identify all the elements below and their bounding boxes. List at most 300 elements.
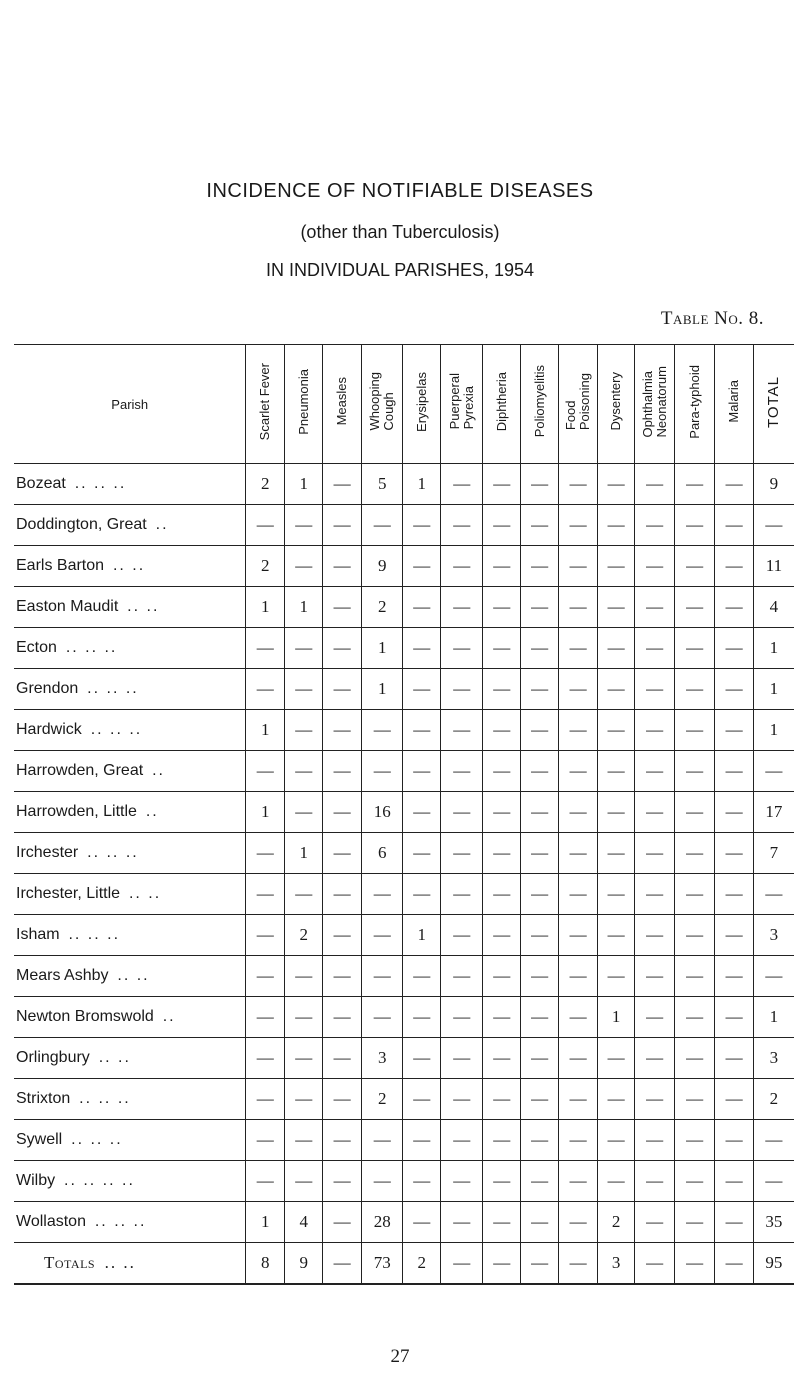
dot-leader: .. .. .. (79, 1090, 131, 1107)
column-header-label: Erysipelas (413, 371, 429, 432)
count-cell: — (483, 1120, 520, 1161)
dot-leader: .. (155, 516, 169, 533)
parish-name: Easton Maudit (16, 598, 119, 615)
table-body (14, 464, 794, 1285)
count-cell: — (403, 751, 440, 792)
count-cell: — (715, 1079, 753, 1120)
count-cell: 5 (361, 464, 403, 505)
count-cell: — (715, 751, 753, 792)
count-cell: — (403, 874, 440, 915)
count-cell: — (520, 874, 558, 915)
column-header-malaria (715, 345, 753, 464)
parish-name: Harrowden, Little (16, 803, 137, 820)
count-cell: — (323, 956, 361, 997)
count-cell: — (674, 1202, 715, 1243)
count-cell: — (635, 1202, 675, 1243)
parish-name-cell (14, 628, 246, 669)
count-cell: — (520, 464, 558, 505)
count-cell: — (559, 505, 597, 546)
count-cell: — (323, 546, 361, 587)
column-header-label: Poliomyelitis (531, 365, 547, 438)
count-cell: — (520, 669, 558, 710)
count-cell: — (246, 1120, 284, 1161)
column-header-ophthalmia-neonatorum (635, 345, 675, 464)
count-cell: — (674, 915, 715, 956)
parish-name: Bozeat (16, 475, 66, 492)
count-cell: — (483, 505, 520, 546)
count-cell: — (440, 1038, 483, 1079)
parish-name: Newton Bromswold (16, 1008, 154, 1025)
table-row (14, 587, 794, 628)
column-header-label: Pneumonia (295, 368, 311, 435)
count-cell: — (559, 751, 597, 792)
dot-leader: .. (145, 803, 159, 820)
dot-leader: .. .. (128, 885, 162, 902)
count-cell: — (559, 833, 597, 874)
count-cell: — (715, 833, 753, 874)
count-cell: — (483, 1161, 520, 1202)
count-cell: — (520, 628, 558, 669)
parish-name: Hardwick (16, 721, 82, 738)
count-cell: — (559, 628, 597, 669)
count-cell: 28 (361, 1202, 403, 1243)
count-cell: — (597, 1120, 634, 1161)
column-header-label: Dysentery (608, 372, 624, 431)
count-cell: — (361, 505, 403, 546)
page-subtitle-year: IN INDIVIDUAL PARISHES, 1954 (265, 260, 535, 280)
count-cell: — (440, 669, 483, 710)
table-row (14, 874, 794, 915)
parish-name-cell (14, 1079, 246, 1120)
dot-leader: .. .. .. (68, 926, 121, 943)
count-cell: — (559, 710, 597, 751)
count-cell: — (635, 1120, 675, 1161)
row-total-cell: — (753, 874, 794, 915)
table-row (14, 546, 794, 587)
count-cell: — (284, 628, 322, 669)
count-cell: 2 (403, 1243, 440, 1285)
count-cell: — (284, 505, 322, 546)
count-cell: — (674, 669, 715, 710)
count-cell: — (440, 874, 483, 915)
count-cell: — (520, 1120, 558, 1161)
column-header-dysentery (597, 345, 634, 464)
table-row (14, 669, 794, 710)
table-row (14, 505, 794, 546)
dot-leader: .. .. .. (71, 1131, 123, 1148)
count-cell: — (715, 669, 753, 710)
count-cell: — (674, 710, 715, 751)
count-cell: — (403, 505, 440, 546)
row-total-cell: 3 (753, 915, 794, 956)
parish-name-cell (14, 1202, 246, 1243)
count-cell: — (440, 1161, 483, 1202)
count-cell: — (674, 1120, 715, 1161)
count-cell: — (559, 1038, 597, 1079)
count-cell: — (284, 874, 322, 915)
count-cell: — (715, 956, 753, 997)
count-cell: — (559, 464, 597, 505)
row-total-cell: 35 (753, 1202, 794, 1243)
column-header-whooping-cough (361, 345, 403, 464)
count-cell: 2 (597, 1202, 634, 1243)
parish-name: Wollaston (16, 1213, 86, 1230)
count-cell: — (483, 956, 520, 997)
count-cell: — (635, 587, 675, 628)
parish-name: Irchester (16, 844, 79, 861)
parish-name: Irchester, Little (16, 885, 121, 902)
totals-label-cell (14, 1243, 246, 1285)
count-cell: — (559, 669, 597, 710)
count-cell: 8 (246, 1243, 284, 1285)
parish-name-cell (14, 751, 246, 792)
dot-leader: .. (162, 1008, 176, 1025)
column-header-label: Food Poisoning (563, 372, 593, 431)
column-header-measles (323, 345, 361, 464)
count-cell: — (440, 710, 483, 751)
count-cell: — (284, 669, 322, 710)
count-cell: — (715, 710, 753, 751)
count-cell: — (559, 874, 597, 915)
dot-leader: .. .. .. .. (64, 1172, 135, 1189)
count-cell: — (635, 628, 675, 669)
table-row (14, 1202, 794, 1243)
count-cell: — (440, 1202, 483, 1243)
table-row (14, 464, 794, 505)
dot-leader: .. .. .. (94, 1213, 147, 1230)
count-cell: — (246, 833, 284, 874)
count-cell: — (597, 833, 634, 874)
count-cell: — (483, 792, 520, 833)
column-header-poliomyelitis (520, 345, 558, 464)
count-cell: — (520, 833, 558, 874)
count-cell: — (674, 792, 715, 833)
count-cell: — (520, 1079, 558, 1120)
count-cell: — (559, 1202, 597, 1243)
parish-name: Ecton (16, 639, 57, 656)
count-cell: — (483, 464, 520, 505)
dot-leader: .. .. (117, 967, 150, 984)
count-cell: — (559, 587, 597, 628)
count-cell: — (597, 874, 634, 915)
parish-name-cell (14, 505, 246, 546)
count-cell: — (715, 587, 753, 628)
count-cell: — (559, 546, 597, 587)
count-cell: — (597, 464, 634, 505)
count-cell: 16 (361, 792, 403, 833)
parish-name: Grendon (16, 680, 79, 697)
count-cell: — (715, 1243, 753, 1285)
parish-name-cell (14, 915, 246, 956)
count-cell: — (674, 1161, 715, 1202)
column-header-puerperal-pyrexia (440, 345, 483, 464)
count-cell: 1 (361, 628, 403, 669)
count-cell: 1 (403, 915, 440, 956)
parish-name-cell (14, 669, 246, 710)
count-cell: — (284, 710, 322, 751)
count-cell: — (246, 997, 284, 1038)
page-title: INCIDENCE OF NOTIFIABLE DISEASES (206, 180, 594, 202)
count-cell: — (403, 1079, 440, 1120)
table-number-label: Table No. 8. (660, 308, 764, 329)
parish-name-cell (14, 997, 246, 1038)
column-header-scarlet-fever (246, 345, 284, 464)
count-cell: — (635, 1079, 675, 1120)
count-cell: — (597, 669, 634, 710)
column-header-total (753, 345, 794, 464)
count-cell: — (674, 1038, 715, 1079)
count-cell: — (559, 792, 597, 833)
column-header-erysipelas (403, 345, 440, 464)
count-cell: — (246, 1161, 284, 1202)
parish-name-cell (14, 1038, 246, 1079)
count-cell: — (323, 1202, 361, 1243)
count-cell: — (403, 997, 440, 1038)
count-cell: — (246, 956, 284, 997)
count-cell: — (483, 669, 520, 710)
count-cell: — (483, 833, 520, 874)
count-cell: — (246, 669, 284, 710)
count-cell: — (403, 1038, 440, 1079)
dot-leader: .. .. .. (74, 475, 127, 492)
count-cell: — (361, 956, 403, 997)
count-cell: — (440, 751, 483, 792)
column-header-label: Measles (334, 377, 350, 426)
count-cell: — (403, 833, 440, 874)
count-cell: 1 (284, 464, 322, 505)
count-cell: — (323, 710, 361, 751)
count-cell: — (520, 505, 558, 546)
count-cell: — (559, 1243, 597, 1285)
count-cell: — (635, 956, 675, 997)
count-cell: — (483, 997, 520, 1038)
count-cell: — (674, 956, 715, 997)
count-cell: — (323, 1079, 361, 1120)
count-cell: — (715, 628, 753, 669)
count-cell: — (323, 628, 361, 669)
count-cell: — (715, 1120, 753, 1161)
dot-leader: .. (152, 762, 165, 779)
count-cell: — (284, 1079, 322, 1120)
count-cell: — (715, 792, 753, 833)
count-cell: — (520, 710, 558, 751)
row-total-cell: 9 (753, 464, 794, 505)
column-header-label: Malaria (726, 380, 742, 423)
row-total-cell: 95 (753, 1243, 794, 1285)
column-header-label: Whooping Cough (367, 372, 397, 431)
parish-name-cell (14, 546, 246, 587)
count-cell: — (483, 587, 520, 628)
count-cell: — (284, 1161, 322, 1202)
count-cell: 1 (597, 997, 634, 1038)
count-cell: — (323, 669, 361, 710)
column-header-parish: Parish (14, 345, 246, 464)
count-cell: — (597, 587, 634, 628)
count-cell: — (715, 1161, 753, 1202)
count-cell: — (559, 956, 597, 997)
count-cell: — (483, 874, 520, 915)
dot-leader: .. .. .. (65, 639, 118, 656)
count-cell: — (284, 1038, 322, 1079)
count-cell: — (715, 997, 753, 1038)
count-cell: — (635, 915, 675, 956)
count-cell: — (635, 505, 675, 546)
count-cell: 1 (246, 710, 284, 751)
count-cell: — (483, 1202, 520, 1243)
count-cell: — (674, 505, 715, 546)
count-cell: — (635, 751, 675, 792)
count-cell: — (403, 587, 440, 628)
count-cell: — (520, 1161, 558, 1202)
count-cell: — (284, 997, 322, 1038)
count-cell: — (674, 587, 715, 628)
count-cell: — (246, 1038, 284, 1079)
dot-leader: .. .. .. (90, 721, 143, 738)
table-row (14, 915, 794, 956)
totals-row (14, 1243, 794, 1285)
count-cell: — (559, 1161, 597, 1202)
count-cell: — (674, 464, 715, 505)
parish-name: Orlingbury (16, 1049, 90, 1066)
count-cell: — (323, 915, 361, 956)
count-cell: — (483, 751, 520, 792)
count-cell: — (520, 751, 558, 792)
count-cell: — (323, 751, 361, 792)
count-cell: — (323, 1161, 361, 1202)
count-cell: — (284, 1120, 322, 1161)
count-cell: — (715, 505, 753, 546)
count-cell: — (674, 874, 715, 915)
count-cell: — (520, 587, 558, 628)
count-cell: 2 (361, 1079, 403, 1120)
parish-name-cell (14, 464, 246, 505)
count-cell: — (440, 1079, 483, 1120)
count-cell: — (323, 1038, 361, 1079)
header-row (14, 345, 794, 464)
row-total-cell: — (753, 751, 794, 792)
count-cell: — (284, 956, 322, 997)
count-cell: — (440, 1243, 483, 1285)
count-cell: — (597, 751, 634, 792)
count-cell: — (323, 833, 361, 874)
count-cell: — (361, 751, 403, 792)
count-cell: — (520, 1202, 558, 1243)
table-row (14, 792, 794, 833)
count-cell: — (483, 1243, 520, 1285)
count-cell: — (483, 1079, 520, 1120)
count-cell: — (597, 546, 634, 587)
parish-name: Harrowden, Great (16, 762, 144, 779)
column-header-label: Para-typhoid (686, 364, 702, 439)
row-total-cell: 3 (753, 1038, 794, 1079)
count-cell: — (403, 1161, 440, 1202)
count-cell: — (440, 587, 483, 628)
count-cell: — (403, 710, 440, 751)
count-cell: — (520, 915, 558, 956)
column-header-label: Scarlet Fever (257, 362, 273, 441)
count-cell: — (361, 1120, 403, 1161)
row-total-cell: 1 (753, 628, 794, 669)
parish-name: Doddington, Great (16, 516, 147, 533)
count-cell: — (635, 874, 675, 915)
count-cell: — (674, 628, 715, 669)
count-cell: — (483, 915, 520, 956)
count-cell: — (440, 915, 483, 956)
count-cell: — (559, 1120, 597, 1161)
row-total-cell: 4 (753, 587, 794, 628)
count-cell: — (559, 997, 597, 1038)
row-total-cell: 1 (753, 710, 794, 751)
dot-leader: .. .. (104, 1253, 136, 1272)
parish-name-cell (14, 792, 246, 833)
parish-name-cell (14, 874, 246, 915)
count-cell: 1 (246, 792, 284, 833)
count-cell: — (674, 1079, 715, 1120)
count-cell: 3 (597, 1243, 634, 1285)
count-cell: — (361, 997, 403, 1038)
count-cell: — (635, 669, 675, 710)
count-cell: — (597, 628, 634, 669)
count-cell: 6 (361, 833, 403, 874)
count-cell: — (403, 1120, 440, 1161)
count-cell: 1 (284, 587, 322, 628)
count-cell: — (635, 546, 675, 587)
table-row (14, 710, 794, 751)
count-cell: 2 (361, 587, 403, 628)
count-cell: — (635, 710, 675, 751)
dot-leader: .. .. .. (87, 680, 139, 697)
parish-name: Earls Barton (16, 557, 105, 574)
disease-incidence-table (14, 344, 794, 1285)
count-cell: 2 (284, 915, 322, 956)
count-cell: — (635, 1243, 675, 1285)
count-cell: — (246, 628, 284, 669)
column-header-diphtheria (483, 345, 520, 464)
count-cell: — (323, 1120, 361, 1161)
table-row (14, 628, 794, 669)
row-total-cell: 11 (753, 546, 794, 587)
count-cell: — (597, 915, 634, 956)
parish-name: Mears Ashby (16, 967, 109, 984)
count-cell: — (323, 792, 361, 833)
count-cell: 2 (246, 464, 284, 505)
count-cell: — (520, 956, 558, 997)
count-cell: — (361, 874, 403, 915)
column-header-label: TOTAL (764, 375, 782, 428)
row-total-cell: — (753, 1161, 794, 1202)
count-cell: — (323, 997, 361, 1038)
count-cell: — (361, 1161, 403, 1202)
count-cell: — (597, 505, 634, 546)
count-cell: — (597, 1038, 634, 1079)
column-header-para-typhoid (674, 345, 715, 464)
column-header-label: Puerperal Pyrexia (446, 373, 476, 430)
dot-leader: .. .. (98, 1049, 131, 1066)
table-row (14, 1038, 794, 1079)
count-cell: — (520, 1038, 558, 1079)
table-row (14, 833, 794, 874)
count-cell: — (715, 874, 753, 915)
count-cell: 1 (361, 669, 403, 710)
count-cell: — (440, 505, 483, 546)
row-total-cell: 7 (753, 833, 794, 874)
count-cell: — (674, 1243, 715, 1285)
count-cell: 9 (284, 1243, 322, 1285)
count-cell: — (635, 997, 675, 1038)
column-header-pneumonia (284, 345, 322, 464)
count-cell: — (483, 546, 520, 587)
count-cell: 2 (246, 546, 284, 587)
